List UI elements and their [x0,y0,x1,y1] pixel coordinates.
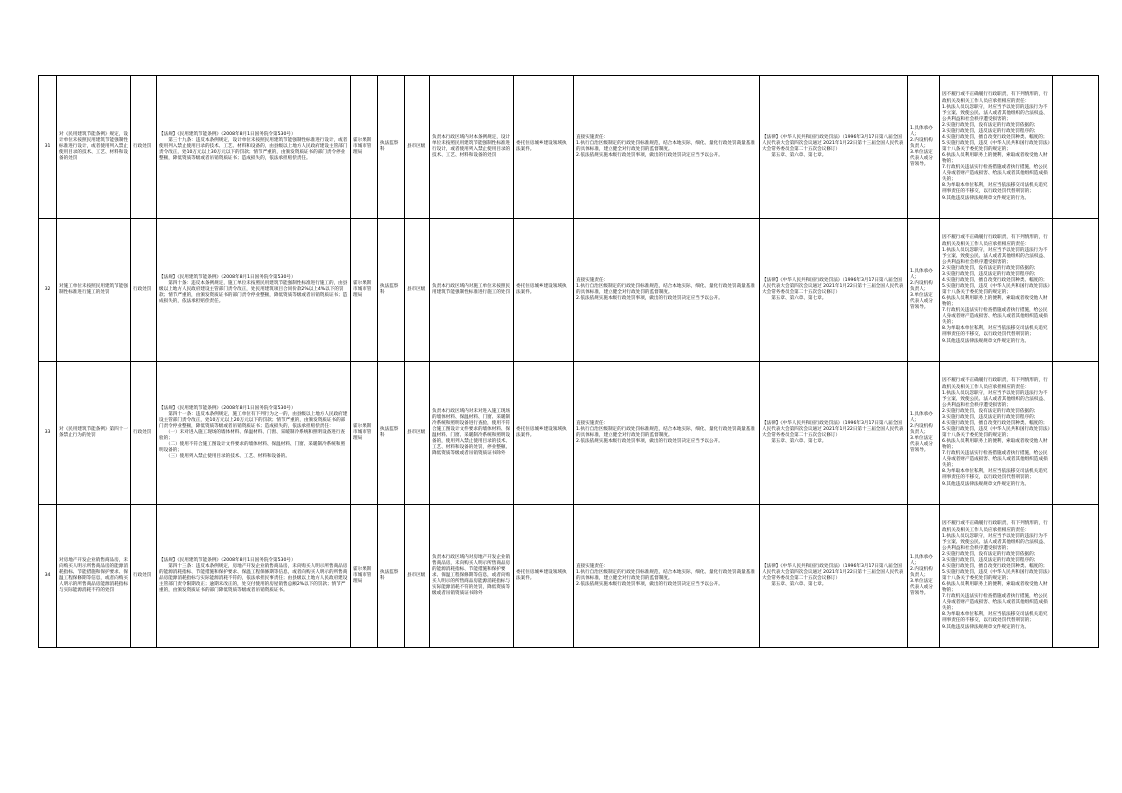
implementing-unit-cell: 执法监察科 [378,505,405,648]
level-cell: 县市区级 [405,362,430,505]
implementing-unit-cell: 执法监察科 [378,219,405,362]
duty-basis-cell: 【法律】《中华人民共和国行政处罚法》（1996年3月17日第八届全国人民代表大会第四次会议通过 2021年1月22日第十三届全国人民代表大会常务委员会第二十五次会议修订） 第五章、第六章、第七章。 [760,362,908,505]
responsibility-scope-cell: 负责本行政区域内对房地产开发企业销售商品房，未向购买人明示所售商品房的能源消耗指标、节能措施和保护要求、保温工程保修期等信息，或者向购买人明示的所售商品房能源消耗指标与实际能源消耗不符的处罚，降低资质等级或者吊销资质证书除外 [430,505,514,648]
department-cell: 霍尔果斯市城市管理局 [351,76,378,219]
cooperation-cell: 委托住房城乡建设领域执法案件。 [514,362,574,505]
responsibility-scope-cell: 负责本行政区域内对施工单位未按照民用建筑节能强制性标准进行施工的处罚 [430,219,514,362]
item-type-cell: 行政处罚 [131,505,157,648]
cooperation-cell: 委托住房城乡建设领域执法案件。 [514,505,574,648]
item-name-cell: 对《民用建筑节能条例》规定，设计单位未按照民用建筑节能强制性标准进行设计，或者使用列入禁止使用目录的技术、工艺、材料和设备的处罚 [57,76,131,219]
item-name-cell: 对《民用建筑节能条例》第四十一条禁止行为的处罚 [57,362,131,505]
remarks-cell [1053,362,1099,505]
row-number-cell: 33 [39,362,57,505]
department-cell: 霍尔果斯市城市管理局 [351,219,378,362]
remarks-cell [1053,505,1099,648]
duty-basis-cell: 【法律】《中华人民共和国行政处罚法》（1996年3月17日第八届全国人民代表大会第四次会议通过 2021年1月22日第十三届全国人民代表大会常务委员会第二十五次会议修订） 第五章、第六章、第七章。 [760,76,908,219]
legal-basis-cell: 【法规】《民用建筑节能条例》（2008年8月1日国务院令第530号） 第四十一条：违反本条例规定，施工单位有下列行为之一的，由县级以上地方人民政府建设主管部门责令改正，处10万元以上20万元以下的罚款；情节严重的，由颁发资质证书的部门责令停业整顿，降低资质等级或者吊销资质证书；造成损失的，依法承担赔偿责任： （一）未对进入施工现场的墙体材料、保温材料、门窗、采暖制冷系统和照明设备进行查验的； （二）使用不符合施工图设计文件要求的墙体材料、保温材料、门窗、采暖制冷系统和照明设备的； （三）使用列入禁止使用目录的技术、工艺、材料和设备的。 [157,362,351,505]
level-cell: 县市区级 [405,505,430,648]
department-cell: 霍尔果斯市城市管理局 [351,505,378,648]
legal-basis-cell: 【法规】《民用建筑节能条例》（2008年8月1日国务院令第530号） 第四十条：违反本条例规定，施工单位未按照民用建筑节能强制性标准进行施工的，由县级以上地方人民政府建设主管部门责令改正，处民用建筑项目合同价款2%以上4%以下的罚款；情节严重的，由颁发资质证书的部门责令停业整顿，降低资质等级或者吊销资质证书；造成损失的，依法承担赔偿责任。 [157,219,351,362]
legal-basis-cell: 【法规】《民用建筑节能条例》（2008年8月1日国务院令第530号） 第三十九条：违反本条例规定，设计单位未按照民用建筑节能强制性标准进行设计，或者使用列入禁止使用目录的技术、工艺、材料和设备的，由县级以上地方人民政府建设主管部门责令改正，处10万元以上30万元以下的罚款；情节严重的，由颁发资质证书的部门责令停业整顿，降低资质等级或者吊销资质证书；造成损失的，依法承担赔偿责任。 [157,76,351,219]
duty-cell: 直接实施责任： 1.执行自治区级制定的行政处罚标准规范，结合本地实际，细化、量化行政处罚裁量基准的具体标准，建立健全对行政处罚的监督制度。 2.依法依规实施本级行政处罚事项，做出的行政处罚决定应当予以公开。 [574,76,760,219]
item-name-cell: 对施工单位未按照民用建筑节能强制性标准进行施工的处罚 [57,219,131,362]
item-type-cell: 行政处罚 [131,76,157,219]
responsible-subject-cell: 1.具体承办人； 2.内设机构负责人； 3.单位法定代表人或分管领导。 [908,76,940,219]
cooperation-cell: 委托住房城乡建设领域执法案件。 [514,76,574,219]
cooperation-cell: 委托住房城乡建设领域执法案件。 [514,219,574,362]
remarks-cell [1053,76,1099,219]
accountability-cell: 因不履行或不正确履行行政职责，有下列情形的，行政机关及相关工作人员应承担相应的责任： 1.执法人员玩忽职守，对应当予以处罚的违法行为不予立案、致使公民、法人或者其他组织的合法权益、公共利益和社会秩序遭受损害的； 2.实施行政处罚，没有法定的行政处罚依据的； 3.实施行政处罚，违反法定的行政处罚程序的； 4.实施行政处罚，擅自改变行政处罚种类、幅度的； 5.实施行政处罚，违反《中华人民共和国行政处罚法》第十八条关于委托处罚的规定的； 6.执法人员利用职务上的便利，索取或者收受他人财物的； 7.行政机关违法实行检查措施或者执行措施，给公民人身或者财产造成损害、给法人或者其他组织造成损失的； 8.为牟取本单位私利，对应当依法移交司法机关追究刑事责任的不移交，以行政处罚代替刑罚的； 9.其他违反法律法规规章文件规定的行为。 [940,76,1053,219]
responsible-subject-cell: 1.具体承办人； 2.内设机构负责人； 3.单位法定代表人或分管领导。 [908,505,940,648]
duty-cell: 直接实施责任： 1.执行自治区级制定的行政处罚标准规范，结合本地实际，细化、量化行政处罚裁量基准的具体标准，建立健全对行政处罚的监督制度。 2.依法依规实施本级行政处罚事项，做出的行政处罚决定应当予以公开。 [574,219,760,362]
item-type-cell: 行政处罚 [131,362,157,505]
responsible-subject-cell: 1.具体承办人； 2.内设机构负责人； 3.单位法定代表人或分管领导。 [908,219,940,362]
duty-basis-cell: 【法律】《中华人民共和国行政处罚法》（1996年3月17日第八届全国人民代表大会第四次会议通过 2021年1月22日第十三届全国人民代表大会常务委员会第二十五次会议修订） 第五章、第六章、第七章。 [760,505,908,648]
duty-cell: 直接实施责任： 1.执行自治区级制定的行政处罚标准规范，结合本地实际，细化、量化行政处罚裁量基准的具体标准，建立健全对行政处罚的监督制度。 2.依法依规实施本级行政处罚事项，做出的行政处罚决定应当予以公开。 [574,505,760,648]
implementing-unit-cell: 执法监察科 [378,362,405,505]
table-row [39,505,1099,648]
duty-basis-cell: 【法律】《中华人民共和国行政处罚法》（1996年3月17日第八届全国人民代表大会第四次会议通过 2021年1月22日第十三届全国人民代表大会常务委员会第二十五次会议修订） 第五章、第六章、第七章。 [760,219,908,362]
level-cell: 县市区级 [405,219,430,362]
table-row [39,219,1099,362]
department-cell: 霍尔果斯市城市管理局 [351,362,378,505]
accountability-cell: 因不履行或不正确履行行政职责，有下列情形的，行政机关及相关工作人员应承担相应的责任： 1.执法人员玩忽职守，对应当予以处罚的违法行为不予立案、致使公民、法人或者其他组织的合法权益、公共利益和社会秩序遭受损害的； 2.实施行政处罚，没有法定的行政处罚依据的； 3.实施行政处罚，违反法定的行政处罚程序的； 4.实施行政处罚，擅自改变行政处罚种类、幅度的； 5.实施行政处罚，违反《中华人民共和国行政处罚法》第十八条关于委托处罚的规定的； 6.执法人员利用职务上的便利，索取或者收受他人财物的； 7.行政机关违法实行检查措施或者执行措施，给公民人身或者财产造成损害、给法人或者其他组织造成损失的； 8.为牟取本单位私利，对应当依法移交司法机关追究刑事责任的不移交，以行政处罚代替刑罚的； 9.其他违反法律法规规章文件规定的行为。 [940,362,1053,505]
responsibility-scope-cell: 负责本行政区域内对未对进入施工现场的墙体材料、保温材料、门窗、采暖制冷系统和照明设备进行查验，使用不符合施工图设计文件要求的墙体材料、保温材料、门窗、采暖制冷系统和照明设备的，使用列入禁止使用目录的技术、工艺、材料和设备的处罚，停业整顿、降低资质等级或者吊销资质证书除外 [430,362,514,505]
legal-basis-cell: 【法规】《民用建筑节能条例》（2008年8月1日国务院令第530号） 第四十三条：违反本条例规定，房地产开发企业销售商品房，未向购买人明示所售商品房的能源消耗指标、节能措施和保护要求、保温工程保修期等信息，或者向购买人明示的所售商品房能源消耗指标与实际能源消耗不符的，依法承担民事责任；由县级以上地方人民政府建设主管部门责令限期改正；逾期未改正的，处交付使用的房屋销售总额2%以下的罚款；情节严重的，由颁发资质证书的部门降低资质等级或者吊销资质证书。 [157,505,351,648]
accountability-cell: 因不履行或不正确履行行政职责，有下列情形的，行政机关及相关工作人员应承担相应的责任： 1.执法人员玩忽职守，对应当予以处罚的违法行为不予立案、致使公民、法人或者其他组织的合法权益、公共利益和社会秩序遭受损害的； 2.实施行政处罚，没有法定的行政处罚依据的； 3.实施行政处罚，违反法定的行政处罚程序的； 4.实施行政处罚，擅自改变行政处罚种类、幅度的； 5.实施行政处罚，违反《中华人民共和国行政处罚法》第十八条关于委托处罚的规定的； 6.执法人员利用职务上的便利，索取或者收受他人财物的； 7.行政机关违法实行检查措施或者执行措施，给公民人身或者财产造成损害、给法人或者其他组织造成损失的； 8.为牟取本单位私利，对应当依法移交司法机关追究刑事责任的不移交，以行政处罚代替刑罚的； 9.其他违反法律法规规章文件规定的行为。 [940,505,1053,648]
item-type-cell: 行政处罚 [131,219,157,362]
row-number-cell: 32 [39,219,57,362]
responsible-subject-cell: 1.具体承办人； 2.内设机构负责人； 3.单位法定代表人或分管领导。 [908,362,940,505]
table-row [39,76,1099,219]
implementing-unit-cell: 执法监察科 [378,76,405,219]
responsibility-scope-cell: 负责本行政区域内对本条例规定，设计单位未按照民用建筑节能强制性标准进行设计，或者使用列入禁止使用目录的技术、工艺、材料和设备的处罚 [430,76,514,219]
remarks-cell [1053,219,1099,362]
accountability-cell: 因不履行或不正确履行行政职责，有下列情形的，行政机关及相关工作人员应承担相应的责任： 1.执法人员玩忽职守，对应当予以处罚的违法行为不予立案、致使公民、法人或者其他组织的合法权益、公共利益和社会秩序遭受损害的； 2.实施行政处罚，没有法定的行政处罚依据的； 3.实施行政处罚，违反法定的行政处罚程序的； 4.实施行政处罚，擅自改变行政处罚种类、幅度的； 5.实施行政处罚，违反《中华人民共和国行政处罚法》第十八条关于委托处罚的规定的； 6.执法人员利用职务上的便利，索取或者收受他人财物的； 7.行政机关违法实行检查措施或者执行措施，给公民人身或者财产造成损害、给法人或者其他组织造成损失的； 8.为牟取本单位私利，对应当依法移交司法机关追究刑事责任的不移交，以行政处罚代替刑罚的； 9.其他违反法律法规规章文件规定的行为。 [940,219,1053,362]
row-number-cell: 34 [39,505,57,648]
responsibility-table [38,75,1099,648]
table-row [39,362,1099,505]
item-name-cell: 对房地产开发企业销售商品房，未向购买人明示所售商品房的能源消耗指标、节能措施和保护要求、保温工程保修期等信息，或者向购买人明示的所售商品房能源消耗指标与实际能源消耗不符的处罚 [57,505,131,648]
level-cell: 县市区级 [405,76,430,219]
duty-cell: 直接实施责任： 1.执行自治区级制定的行政处罚标准规范，结合本地实际，细化、量化行政处罚裁量基准的具体标准，建立健全对行政处罚的监督制度。 2.依法依规实施本级行政处罚事项，做出的行政处罚决定应当予以公开。 [574,362,760,505]
row-number-cell: 31 [39,76,57,219]
